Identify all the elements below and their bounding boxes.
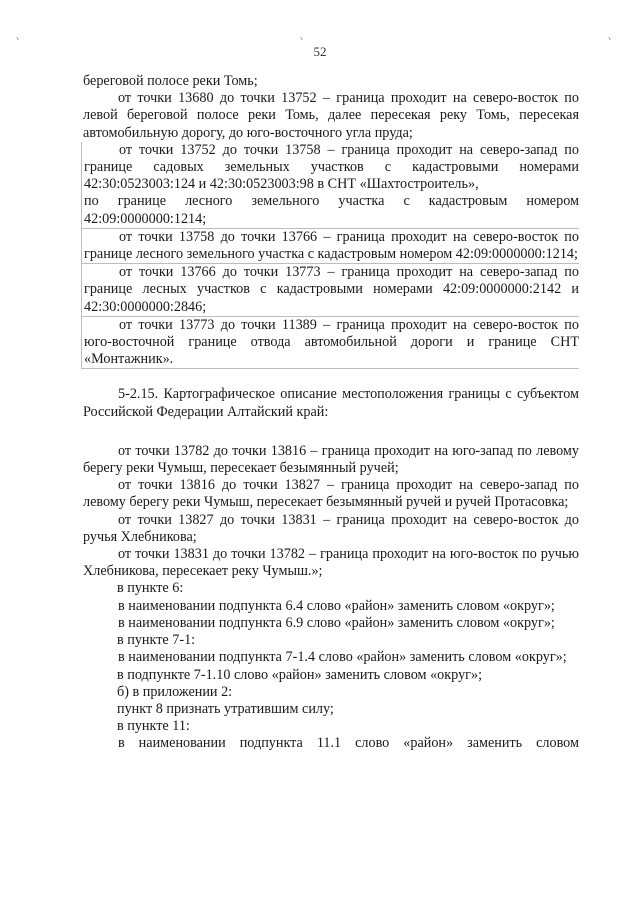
paragraph-appendix-2: б) в приложении 2: <box>117 683 233 700</box>
paragraph-13752-13758: от точки 13752 до точки 13758 – граница проходит на северо-запад по границе садовых земельных участков с кадастровыми номерами 42:30:0523003:124 и 42:30:0523003:98 в СНТ «Шахтостроитель», <box>84 141 579 193</box>
paragraph-13680-13752: от точки 13680 до точки 13752 – граница проходит на северо-восток по левой береговой полосе реки Томь, далее пересекая реку Томь, пересекая автомобильную дорогу, до юго-восточного угла пруда; <box>83 90 579 141</box>
paragraph-13758-13766: от точки 13758 до точки 13766 – граница проходит на северо-восток по границе лесного земельного участка с кадастровым номером 42:09:0000000:1214; <box>84 228 579 263</box>
paragraph-13827-13831: от точки 13827 до точки 13831 – граница проходит на северо-восток до ручья Хлебникова; <box>83 511 579 545</box>
page-number: 52 <box>313 44 327 59</box>
section-heading-5-2-15: 5-2.15. Картографическое описание местоположения границы с субъектом Российской Федерации Алтайский край: <box>83 386 579 420</box>
boxed-section <box>81 142 579 229</box>
paragraph-13782-13816: от точки 13782 до точки 13816 – граница проходит на юго-запад по левому берегу реки Чумыш, пересекает безымянный ручей; <box>83 442 579 477</box>
paragraph-7-1-10: в подпункте 7-1.10 слово «район» заменить словом «округ»; <box>117 666 483 683</box>
paragraph-11-1: в наименовании подпункта 11.1 слово «район» заменить словом <box>118 735 579 752</box>
boxed-section <box>81 229 579 264</box>
boxed-section <box>81 317 579 370</box>
scan-mark <box>608 37 610 40</box>
paragraph-continuation: береговой полосе реки Томь; <box>83 73 258 89</box>
paragraph-13773-11389: от точки 13773 до точки 11389 – граница проходит на северо-восток по юго-восточной границе отвода автомобильной дороги и границе СНТ «Монтажник». <box>84 316 579 368</box>
paragraph-item-7-1: в пункте 7-1: <box>117 632 196 649</box>
paragraph-13766-13773: от точки 13766 до точки 13773 – граница проходит на северо-запад по границе лесных участков с кадастровыми номерами 42:09:0000000:2142 и 42:30:0000000:2846; <box>84 264 579 315</box>
paragraph-6-4: в наименовании подпункта 6.4 слово «район» заменить словом «округ»; <box>118 597 555 614</box>
paragraph-6-9: в наименовании подпункта 6.9 слово «район» заменить словом «округ»; <box>118 614 555 631</box>
paragraph-13816-13827: от точки 13816 до точки 13827 – граница проходит на северо-запад по левому берегу реки Чумыш, пересекает безымянный ручей и ручей Протасовка; <box>83 477 579 511</box>
scan-mark <box>300 37 302 40</box>
scan-mark <box>16 37 18 40</box>
document-body <box>83 73 579 753</box>
paragraph-13752-13758-cont: по границе лесного земельного участка с кадастровым номером 42:09:0000000:1214; <box>84 193 579 227</box>
paragraph-13831-13782: от точки 13831 до точки 13782 – граница проходит на юго-восток по ручью Хлебникова, пересекает реку Чумыш.»; <box>83 546 579 580</box>
paragraph-item-8: пункт 8 признать утратившим силу; <box>117 700 334 717</box>
paragraph-item-6: в пункте 6: <box>117 580 184 597</box>
paragraph-7-1-4: в наименовании подпункта 7-1.4 слово «район» заменить словом «округ»; <box>118 649 567 666</box>
paragraph-item-11: в пункте 11: <box>117 718 190 735</box>
boxed-section <box>81 264 579 317</box>
